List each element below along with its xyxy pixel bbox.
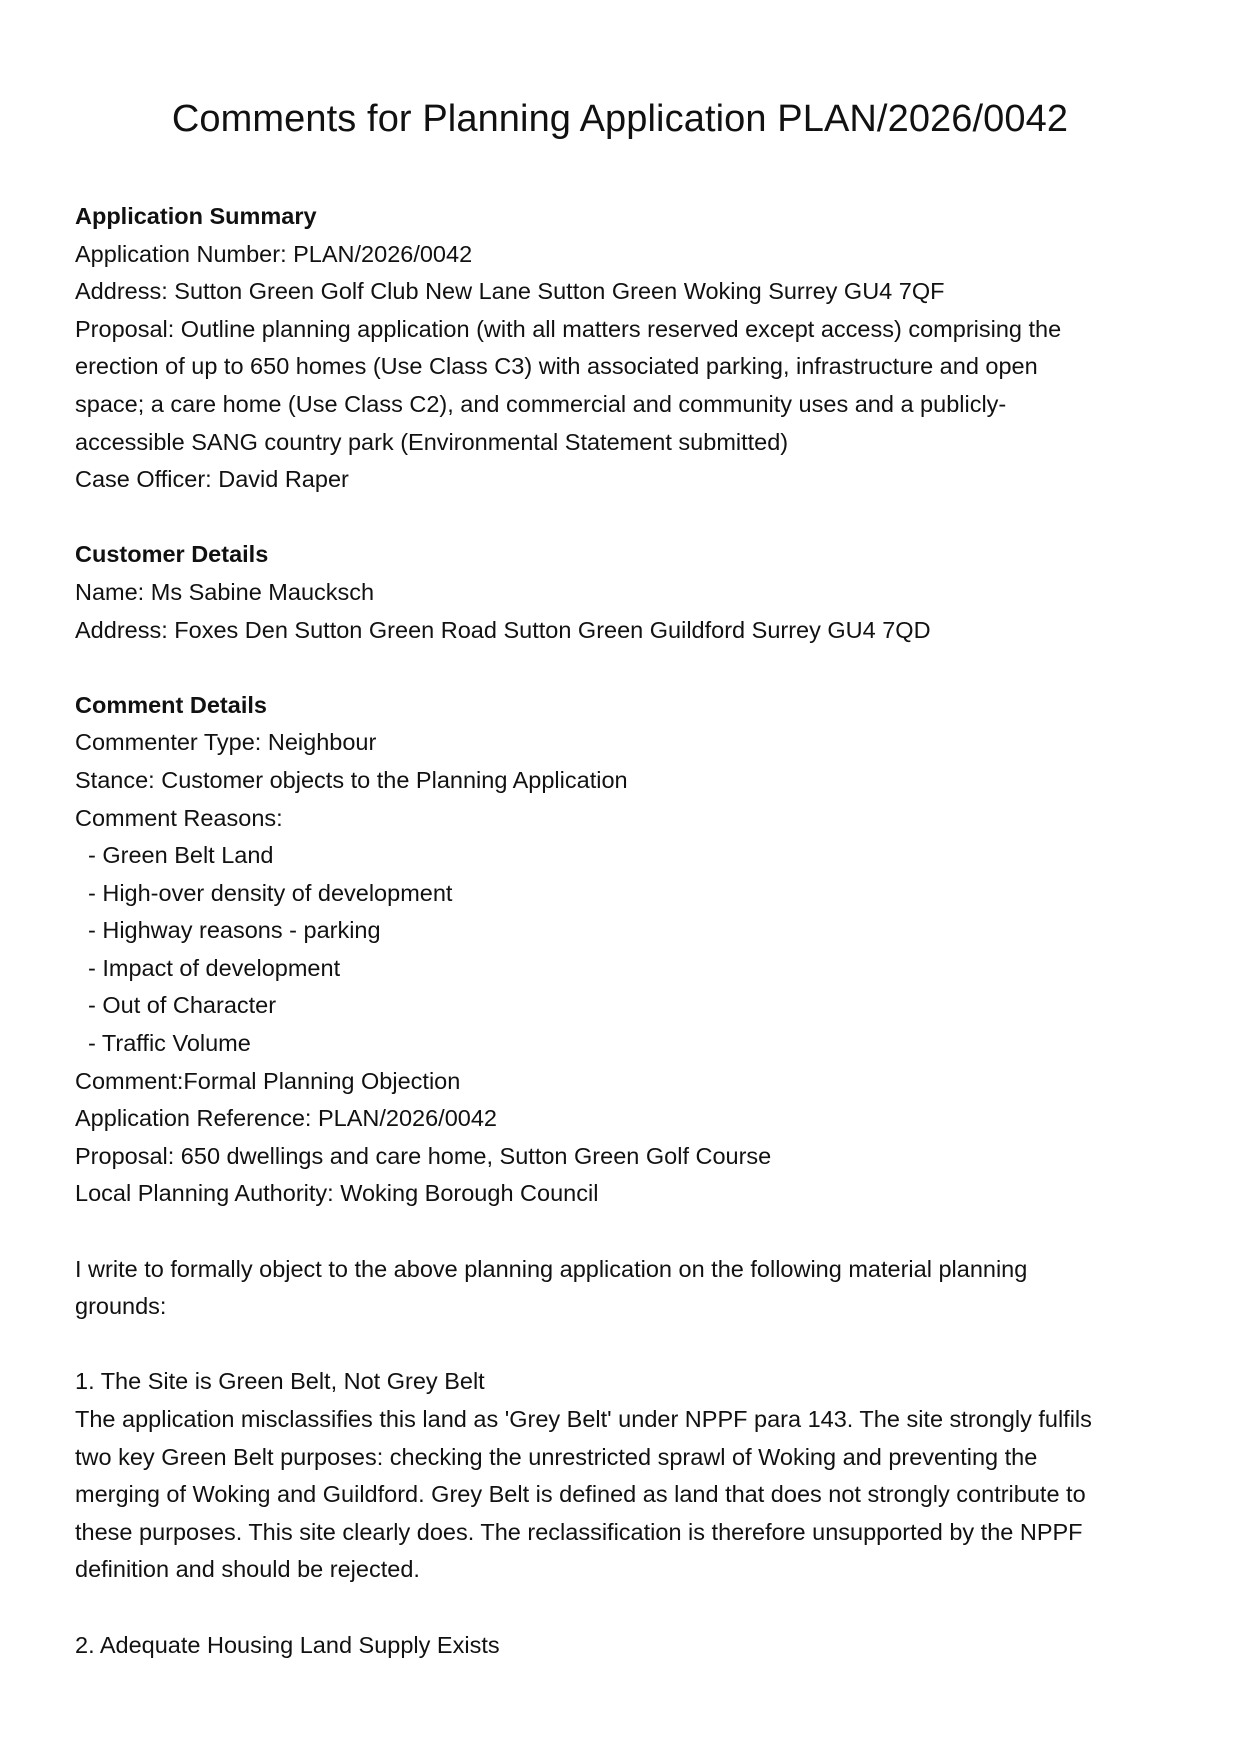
point-1-body-line: merging of Woking and Guildford. Grey Belt is defined as land that does not strongly contribute to xyxy=(75,1481,1086,1508)
application-summary-heading: Application Summary xyxy=(75,203,317,229)
proposal-line: erection of up to 650 homes (Use Class C3) with associated parking, infrastructure and open xyxy=(75,353,1038,380)
stance: Stance: Customer objects to the Planning Application xyxy=(75,766,628,793)
site-address: Address: Sutton Green Golf Club New Lane Sutton Green Woking Surrey GU4 7QF xyxy=(75,278,945,305)
comment-line: Comment:Formal Planning Objection xyxy=(75,1067,461,1094)
comment-reason-item: - Highway reasons - parking xyxy=(88,917,381,944)
point-1-heading: 1. The Site is Green Belt, Not Grey Belt xyxy=(75,1368,485,1395)
customer-address: Address: Foxes Den Sutton Green Road Sutton Green Guildford Surrey GU4 7QD xyxy=(75,616,931,643)
proposal-line: accessible SANG country park (Environmental Statement submitted) xyxy=(75,428,789,455)
commenter-type: Commenter Type: Neighbour xyxy=(75,729,377,756)
customer-name: Name: Ms Sabine Maucksch xyxy=(75,578,375,605)
comment-reason-item: - Traffic Volume xyxy=(88,1030,251,1057)
application-number: Application Number: PLAN/2026/0042 xyxy=(75,240,473,267)
point-2-heading: 2. Adequate Housing Land Supply Exists xyxy=(75,1631,500,1658)
proposal-line: space; a care home (Use Class C2), and commercial and community uses and a publicly- xyxy=(75,390,1007,417)
spacer xyxy=(75,649,1175,687)
spacer xyxy=(75,1589,1175,1627)
proposal-line: Proposal: Outline planning application (with all matters reserved except access) comprising the xyxy=(75,315,1062,342)
comment-reason-item: - Green Belt Land xyxy=(88,842,274,869)
spacer xyxy=(75,1213,1175,1251)
intro-line: grounds: xyxy=(75,1293,167,1320)
application-reference: Application Reference: PLAN/2026/0042 xyxy=(75,1105,497,1132)
comment-reason-item: - High-over density of development xyxy=(88,879,453,906)
point-1-body-line: these purposes. This site clearly does. The reclassification is therefore unsupported by the NPPF xyxy=(75,1518,1083,1545)
intro-line: I write to formally object to the above planning application on the following material planning xyxy=(75,1255,1028,1282)
spacer xyxy=(75,499,1175,537)
page-title: Comments for Planning Application PLAN/2026/0042 xyxy=(171,98,1069,140)
comment-details-heading: Comment Details xyxy=(75,691,267,718)
point-1-body-line: The application misclassifies this land as 'Grey Belt' under NPPF para 143. The site strongly fulfils xyxy=(75,1406,1092,1432)
comment-reasons-label: Comment Reasons: xyxy=(75,804,283,831)
comment-proposal: Proposal: 650 dwellings and care home, Sutton Green Golf Course xyxy=(75,1142,772,1169)
spacer xyxy=(75,1326,1175,1364)
comment-reason-item: - Impact of development xyxy=(88,954,341,981)
planning-authority: Local Planning Authority: Woking Borough Council xyxy=(75,1180,599,1207)
document-body xyxy=(75,198,1175,1664)
case-officer: Case Officer: David Raper xyxy=(75,466,349,493)
point-1-body-line: two key Green Belt purposes: checking the unrestricted sprawl of Woking and preventing the xyxy=(75,1443,1038,1470)
point-1-body-line: definition and should be rejected. xyxy=(75,1556,420,1583)
customer-details-heading: Customer Details xyxy=(75,541,269,568)
comment-reason-item: - Out of Character xyxy=(88,992,277,1019)
